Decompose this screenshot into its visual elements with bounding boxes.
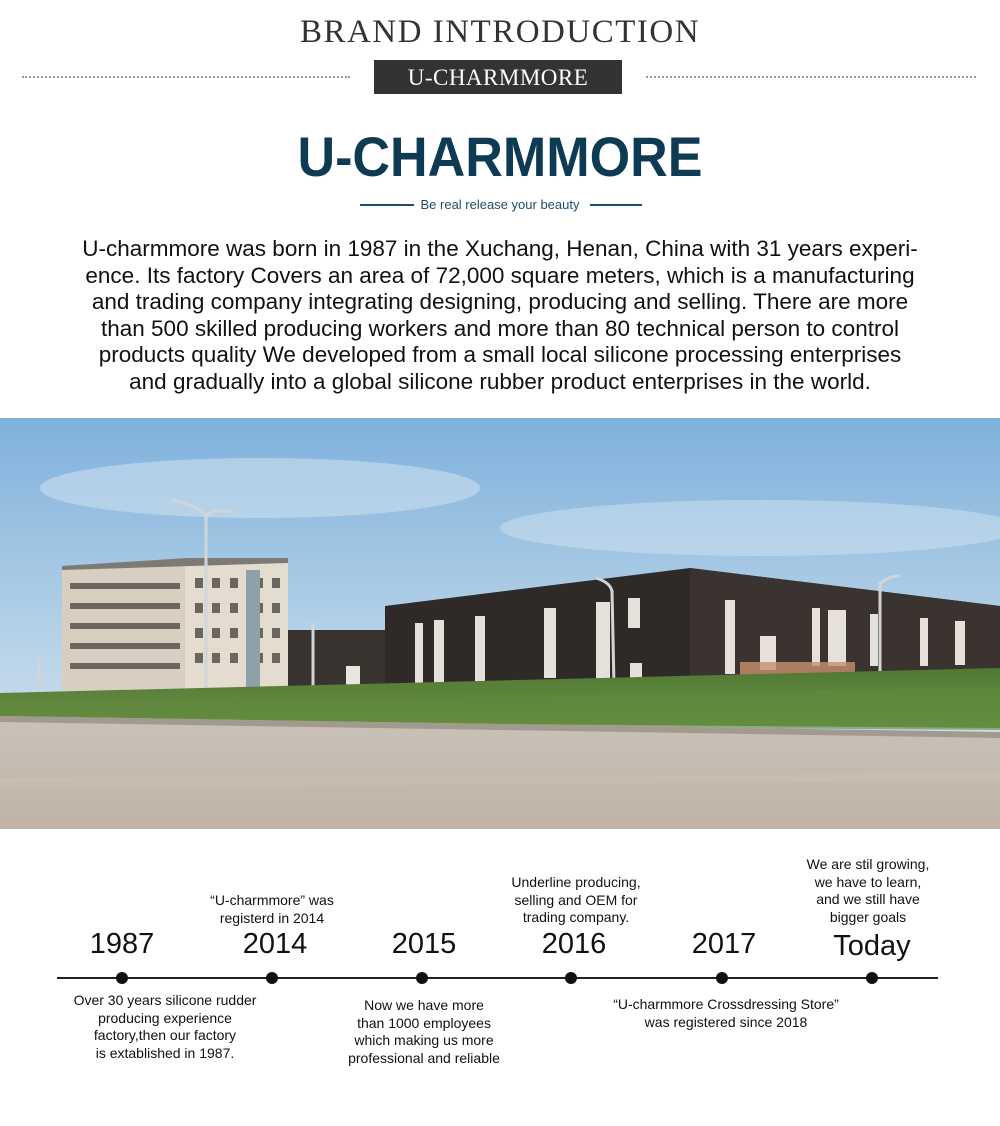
brand-logo: U-CHARMMORE	[297, 125, 703, 188]
caption-line: factory,then our factory	[93, 1027, 237, 1043]
intro-line: and gradually into a global silicone rubber product enterprises in the world.	[129, 368, 871, 394]
caption-line: producing experience	[98, 1009, 232, 1026]
intro-line: than 500 skilled producing workers and more than 80 technical person to control	[101, 315, 899, 341]
caption-line: than 1000 employees	[357, 1014, 491, 1031]
intro-line: products quality We developed from a small local silicone processing enterprises	[98, 342, 902, 367]
caption-line: trading company.	[522, 909, 630, 925]
timeline-dot-today	[866, 972, 878, 984]
timeline-year-2016: 2016	[541, 928, 607, 960]
caption-1987	[30, 992, 300, 1062]
timeline-year-2017: 2017	[691, 928, 757, 960]
timeline-dot-1987	[116, 972, 128, 984]
caption-2016	[476, 874, 676, 927]
brand-badge: U-CHARMMORE	[374, 60, 622, 94]
caption-line: Now we have more	[364, 997, 484, 1013]
caption-line: which making us more	[354, 1032, 494, 1048]
caption-today	[768, 856, 968, 926]
caption-line: registerd in 2014	[219, 909, 325, 926]
intro-line: ence. Its factory Covers an area of 72,000 square meters, which is a manufacturing	[85, 262, 915, 288]
timeline-axis	[57, 977, 938, 979]
caption-line: “U-charmmore” was	[210, 892, 334, 908]
caption-2014	[172, 892, 372, 927]
timeline-dot-2016	[565, 972, 577, 984]
caption-line: “U-charmmore Crossdressing Store”	[613, 996, 839, 1012]
timeline-year-1987: 1987	[89, 928, 155, 960]
intro-paragraph	[30, 236, 970, 395]
caption-line: bigger goals	[829, 908, 907, 925]
timeline-year-2014: 2014	[242, 928, 308, 960]
factory-photo	[0, 418, 1000, 829]
timeline-dot-2015	[416, 972, 428, 984]
caption-line: Underline producing,	[511, 874, 641, 890]
caption-line: we have to learn,	[814, 873, 922, 890]
tagline-right-rule	[590, 204, 642, 206]
timeline-dot-2014	[266, 972, 278, 984]
right-divider	[646, 76, 976, 78]
caption-line: and we still have	[816, 891, 920, 907]
timeline-year-2015: 2015	[391, 928, 457, 960]
timeline-year-today: Today	[833, 930, 911, 962]
caption-line: is extablished in 1987.	[95, 1044, 235, 1061]
intro-line: U-charmmore was born in 1987 in the Xuchang, Henan, China with 31 years experi-	[82, 236, 918, 261]
caption-line: professional and reliable	[348, 1049, 500, 1066]
brand-tagline: Be real release your beauty	[420, 197, 580, 212]
timeline-dot-2017	[716, 972, 728, 984]
caption-line: was registered since 2018	[644, 1013, 808, 1030]
caption-2017	[576, 996, 876, 1031]
intro-line: and trading company integrating designing, producing and selling. There are more	[91, 289, 909, 314]
caption-2015	[314, 997, 534, 1067]
left-divider	[22, 76, 350, 78]
section-title: BRAND INTRODUCTION	[299, 14, 701, 50]
caption-line: We are stil growing,	[806, 856, 930, 872]
caption-line: Over 30 years silicone rudder	[73, 992, 257, 1008]
caption-line: selling and OEM for	[514, 891, 638, 908]
